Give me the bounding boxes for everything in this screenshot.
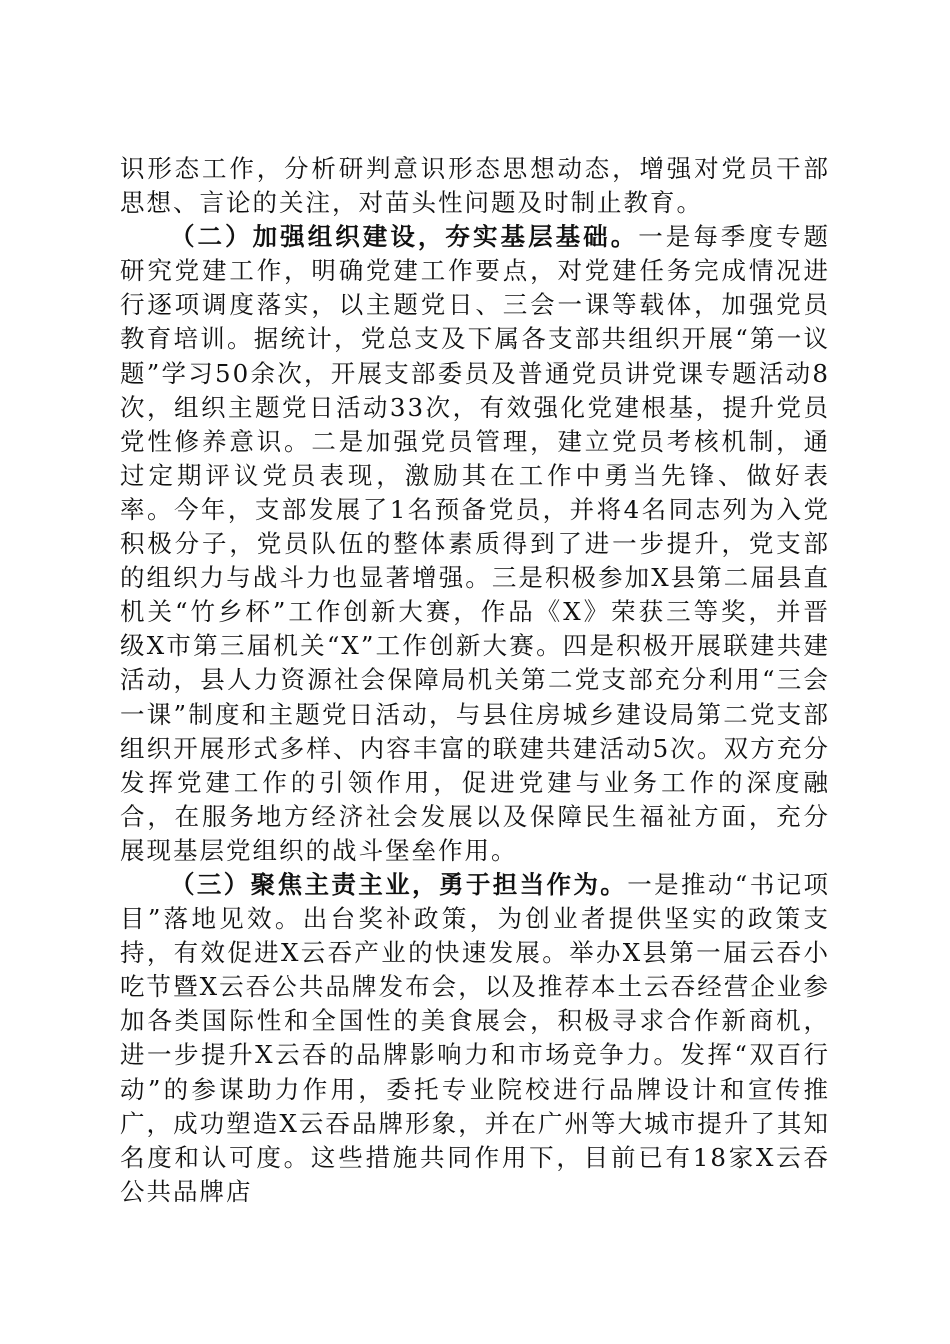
paragraph-text: 识形态工作，分析研判意识形态思想动态，增强对党员干部思想、言论的关注，对苗头性问题及时制止教育。 xyxy=(120,154,830,218)
paragraph-text: 一是推动“书记项目”落地见效。出台奖补政策，为创业者提供坚实的政策支持，有效促进X云吞产业的快速发展。举办X县第一届云吞小吃节暨X云吞公共品牌发布会，以及推荐本土云吞经营企业参加各类国际性和全国性的美食展会，积极寻求合作新商机，进一步提升X云吞的品牌影响力和市场竞争力。发挥“双百行动”的参谋助力作用，委托专业院校进行品牌设计和宣传推广，成功塑造X云吞品牌形象，并在广州等大城市提升了其知名度和认可度。这些措施共同作用下，目前已有18家X云吞公共品牌店 xyxy=(120,869,831,1206)
paragraph-continuation xyxy=(120,152,830,220)
paragraph-text: 一是每季度专题研究党建工作，明确党建工作要点，对党建任务完成情况进行逐项调度落实，以主题党日、三会一课等载体，加强党员教育培训。据统计，党总支及下属各支部共组织开展“第一议题”学习50余次，开展支部委员及普通党员讲党课专题活动8次，组织主题党日活动33次，有效强化党建根基，提升党员党性修养意识。二是加强党员管理，建立党员考核机制，通过定期评议党员表现，激励其在工作中勇当先锋、做好表率。今年，支部发展了1名预备党员，并将4名同志列为入党积极分子，党员队伍的整体素质得到了进一步提升，党支部的组织力与战斗力也显著增强。三是积极参加X县第二届县直机关“竹乡杯”工作创新大赛，作品《X》荣获三等奖，并晋级X市第三届机关“X”工作创新大赛。四是积极开展联建共建活动，县人力资源社会保障局机关第二党支部充分利用“三会一课”制度和主题党日活动，与县住房城乡建设局第二党支部组织开展形式多样、内容丰富的联建共建活动5次。双方充分发挥党建工作的引领作用，促进党建与业务工作的深度融合，在服务地方经济社会发展以及保障民生福祉方面，充分展现基层党组织的战斗堡垒作用。 xyxy=(120,222,831,865)
section-heading: （二）加强组织建设，夯实基层基础。 xyxy=(170,222,639,252)
paragraph-organization-building xyxy=(120,220,830,868)
document-page xyxy=(120,152,830,1209)
section-heading: （三）聚焦主责主业，勇于担当作为。 xyxy=(170,869,628,899)
paragraph-main-responsibility xyxy=(120,868,830,1209)
